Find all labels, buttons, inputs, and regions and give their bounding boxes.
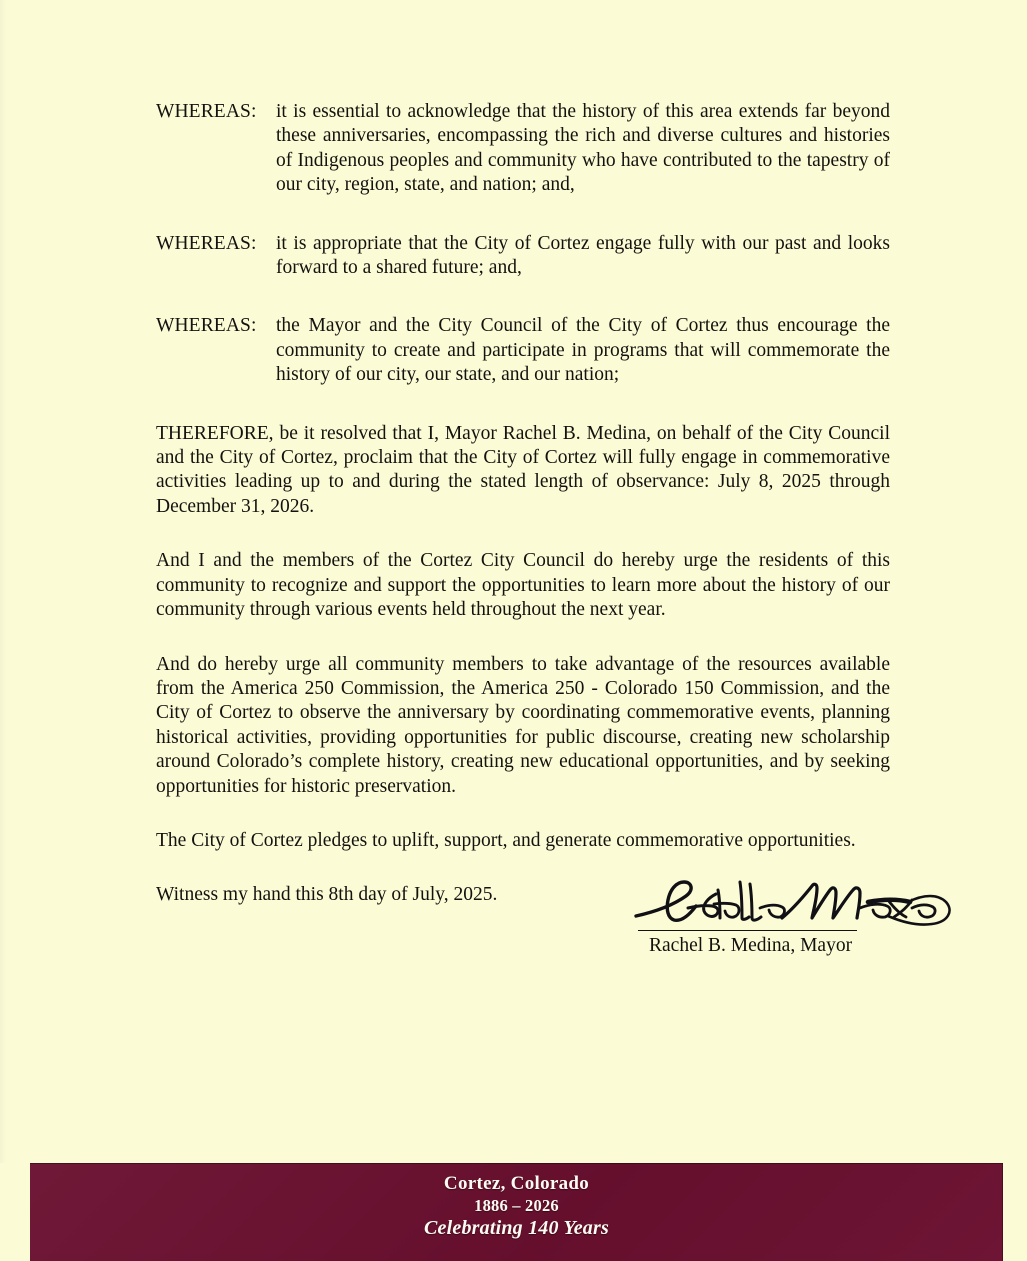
handwritten-signature	[637, 872, 957, 930]
whereas-text: it is appropriate that the City of Cortez engage fully with our past and looks forward to a shared future; and,	[276, 232, 890, 279]
urge-residents-paragraph: And I and the members of the Cortez City Council do hereby urge the residents of this community to recognize and support the opportunities to learn more about the history of our community through various events held throughout the next year.	[156, 550, 890, 621]
document-body	[156, 100, 890, 938]
whereas-text: it is essential to acknowledge that the history of this area extends far beyond these anniversaries, encompassing the rich and diverse cultures and histories of Indigenous peoples and community who have contributed to the tapestry of our city, region, state, and nation; and,	[276, 101, 890, 196]
signature-block	[637, 872, 957, 958]
scan-edge-artifact	[0, 0, 6, 1163]
pledge-paragraph: The City of Cortez pledges to uplift, support, and generate commemorative opportunities.	[156, 829, 856, 851]
whereas-text: the Mayor and the City Council of the City of Cortez thus encourage the community to create and participate in programs that will commemorate the history of our city, our state, and our nation;	[276, 315, 890, 386]
therefore-paragraph: THEREFORE, be it resolved that I, Mayor Rachel B. Medina, on behalf of the City Council and the City of Cortez, proclaim that the City of Cortez will fully engage in commemorative activities leading up to and during the stated length of observance: July 8, 2025 through December 31, 2026.	[156, 422, 890, 517]
witness-paragraph: Witness my hand this 8th day of July, 2025.	[156, 884, 498, 906]
whereas-label: WHEREAS:	[156, 101, 257, 122]
footer-city: Cortez, Colorado	[443, 1173, 590, 1194]
footer-tagline: Celebrating 140 Years	[424, 1217, 609, 1239]
footer-banner	[30, 1163, 1003, 1261]
footer-years: 1886 – 2026	[474, 1196, 559, 1215]
signature-printed-name: Rachel B. Medina, Mayor	[649, 935, 853, 956]
whereas-clause	[156, 100, 890, 198]
whereas-clause	[156, 232, 890, 281]
whereas-label: WHEREAS:	[156, 232, 257, 254]
whereas-clause	[156, 314, 890, 387]
urge-members-paragraph: And do hereby urge all community members to take advantage of the resources available from the America 250 Commission, the America 250 - Colorado 150 Commission, and the City of Cortez to observe the anniversary by coordinating commemorative events, planning historical activities, providing opportunities for public discourse, creating new scholarship around Colorado’s complete history, creating new educational opportunities, and by seeking opportunities for historic preservation.	[156, 653, 890, 797]
whereas-label: WHEREAS:	[156, 315, 257, 337]
